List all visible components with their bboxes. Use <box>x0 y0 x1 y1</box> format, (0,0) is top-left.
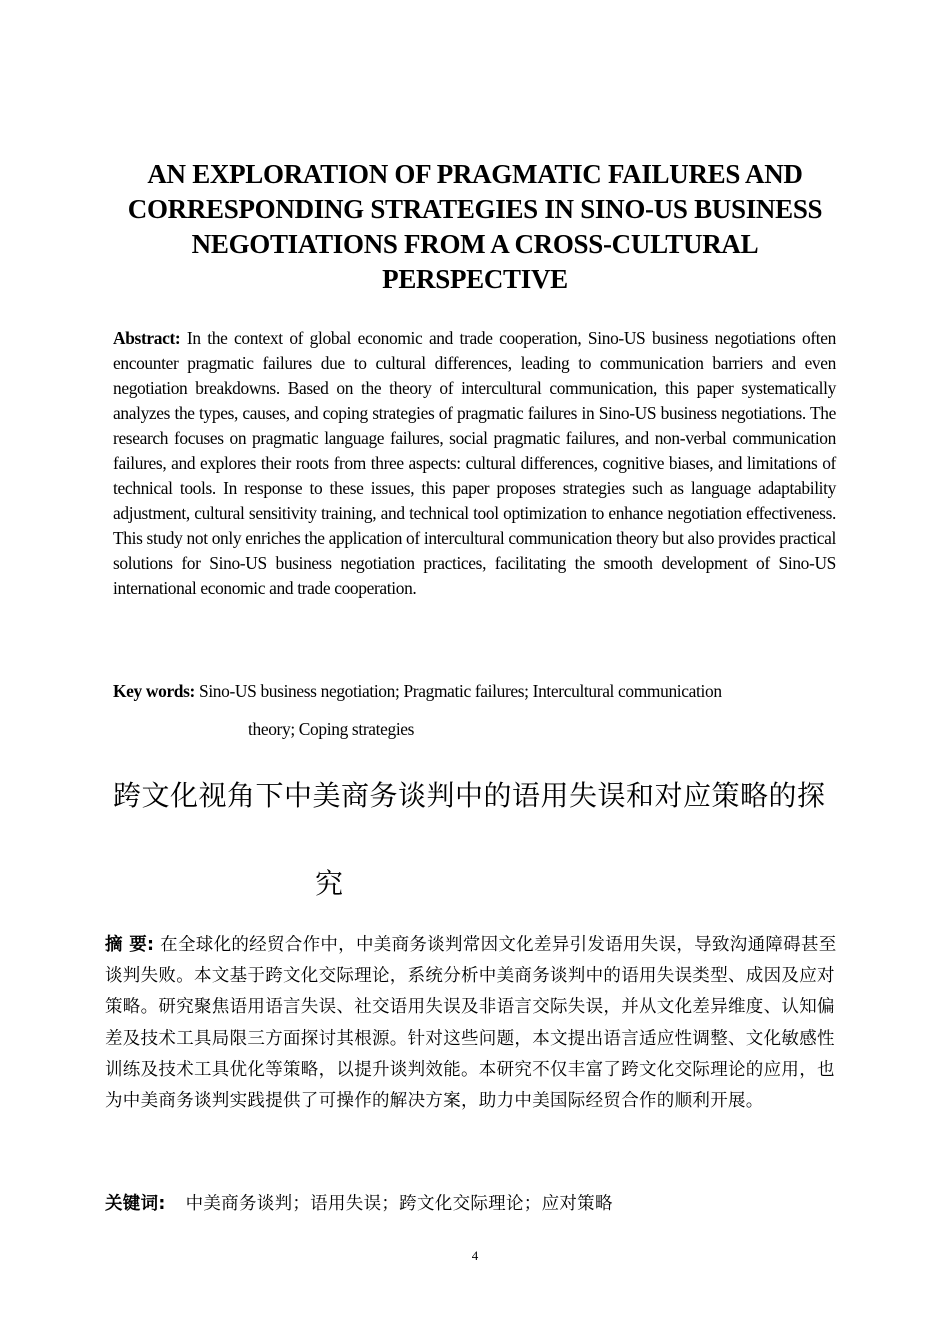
keywords-english <box>113 672 836 748</box>
chinese-keywords-text: 中美商务谈判；语用失误；跨文化交际理论；应对策略 <box>185 1194 613 1214</box>
paper-title-english: AN EXPLORATION OF PRAGMATIC FAILURES AND CORRESPONDING STRATEGIES IN SINO-US BUSINESS NEGOTIATIONS FROM A CROSS-CULTURAL PERSPECTIVE <box>127 159 823 294</box>
chinese-keywords-label: 关键词: <box>105 1194 166 1214</box>
chinese-abstract-text: 在全球化的经贸合作中，中美商务谈判常因文化差异引发语用失误，导致沟通障碍甚至谈判失败。本文基于跨文化交际理论，系统分析中美商务谈判中的语用失误类型、成因及应对策略。研究聚焦语用语言失误、社交语用失误及非语言交际失误，并从文化差异维度、认知偏差及技术工具局限三方面探讨其根源。针对这些问题，本文提出语言适应性调整、文化敏感性训练及技术工具优化等策略，以提升谈判效能。本研究不仅丰富了跨文化交际理论的应用，也为中美商务谈判实践提供了可操作的解决方案，助力中美国际经贸合作的顺利开展。 <box>105 935 837 1112</box>
keywords-line1: Sino-US business negotiation; Pragmatic failures; Intercultural communication <box>199 681 722 701</box>
abstract-english <box>113 326 836 601</box>
chinese-title-line2: 究 <box>315 867 344 900</box>
abstract-label: Abstract: <box>113 328 181 348</box>
page-number: 4 <box>471 1248 479 1263</box>
keywords-label: Key words: <box>113 681 195 701</box>
chinese-title-line1: 跨文化视角下中美商务谈判中的语用失误和对应策略的探 <box>113 779 826 812</box>
keywords-line2: theory; Coping strategies <box>248 719 415 739</box>
keywords-chinese <box>105 1191 847 1217</box>
paper-title-chinese <box>113 777 843 903</box>
abstract-chinese <box>105 930 847 1117</box>
chinese-abstract-label: 摘 要: <box>105 935 155 955</box>
abstract-text: In the context of global economic and trade cooperation, Sino-US business negotiations often encounter pragmatic failures due to cultural differences, leading to communication barriers and even negotiation breakdowns. Based on the theory of intercultural communication, this paper systematically analyzes the types, causes, and coping strategies of pragmatic failures in Sino-US business negotiations. The research focuses on pragmatic language failures, social pragmatic failures, and non-verbal communication failures, and explores their roots from three aspects: cultural differences, cognitive biases, and limitations of technical tools. In response to these issues, this paper proposes strategies such as language adaptability adjustment, cultural sensitivity training, and technical tool optimization to enhance negotiation effectiveness. This study not only enriches the application of intercultural communication theory but also provides practical solutions for Sino-US business negotiation practices, facilitating the smooth development of Sino-US international economic and trade cooperation. <box>113 328 836 598</box>
